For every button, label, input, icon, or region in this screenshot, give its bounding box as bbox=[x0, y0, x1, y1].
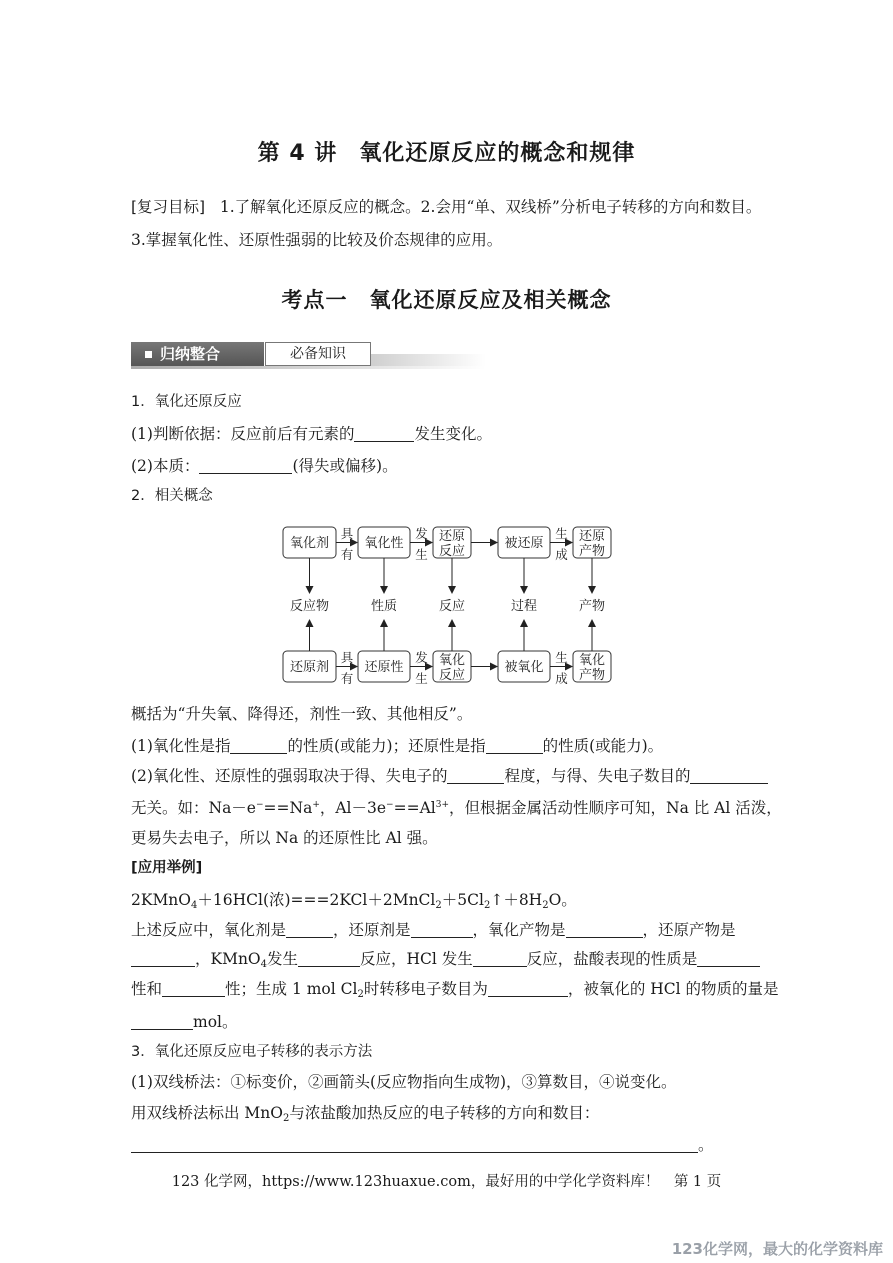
diagram-box-top-2 bbox=[358, 527, 410, 558]
banner-sub-tab: 必备知识 bbox=[265, 342, 371, 366]
answer-blank[interactable] bbox=[566, 922, 643, 939]
svg-text:反应: 反应 bbox=[438, 544, 466, 559]
svg-text:被还原: 被还原 bbox=[504, 536, 544, 551]
watermark: 123化学网，最大的化学资料库 bbox=[671, 1240, 883, 1258]
question-line-4: mol。 bbox=[131, 1010, 238, 1032]
diagram-box-bottom-4 bbox=[498, 651, 550, 682]
diagram-box-top-5 bbox=[573, 527, 611, 559]
answer-blank[interactable] bbox=[411, 922, 473, 939]
question-line-3: 性和 性；生成 1 mol $Cl_2$时转移电子数目为 ，被氧化的 HCl 的物质的量是 bbox=[131, 980, 779, 1000]
answer-blank[interactable] bbox=[690, 768, 768, 785]
s1-essence-line: (2)本质： (得失或偏移)。 bbox=[131, 457, 398, 475]
summary-line: 概括为“升失氧、降得还，剂性一致、其他相反”。 bbox=[131, 705, 473, 723]
diagram-arrow-label: 具 bbox=[340, 650, 354, 665]
title-text: 氧化还原反应的概念和规律 bbox=[359, 141, 636, 166]
banner-rule bbox=[131, 366, 486, 369]
equation-line: 2KMnO$_4$＋16HCl(浓)$===2KCl+2MnCl_2+5Cl_2↑+8H_2O$。 bbox=[131, 891, 577, 911]
diagram-arrow-label: 发 bbox=[415, 650, 428, 665]
banner-main-tab: 归纳整合 bbox=[131, 342, 264, 366]
svg-text:产物: 产物 bbox=[578, 668, 606, 683]
diagram-middle-label-3: 反应 bbox=[438, 599, 466, 614]
diagram-box-bottom-3 bbox=[433, 651, 471, 683]
review-goals-tag: [复习目标] bbox=[131, 198, 206, 216]
section-banner bbox=[131, 342, 486, 368]
p1-line: (1)氧化性是指 的性质(或能力)；还原性是指 的性质(或能力)。 bbox=[131, 737, 664, 755]
diagram-middle-label-4: 过程 bbox=[510, 599, 538, 614]
review-goals-line-2: 3.掌握氧化性、还原性强弱的比较及价态规律的应用。 bbox=[131, 231, 503, 249]
svg-text:产物: 产物 bbox=[578, 544, 606, 559]
answer-blank[interactable] bbox=[131, 1137, 698, 1154]
answer-blank[interactable] bbox=[447, 768, 504, 785]
section-heading: 考点一 氧化还原反应及相关概念 bbox=[281, 288, 612, 312]
answer-blank[interactable] bbox=[354, 426, 414, 443]
p2-line: (2)氧化性、还原性的强弱取决于得、失电子的 程度，与得、失电子数目的 bbox=[131, 764, 768, 786]
diagram-box-bottom-1 bbox=[283, 651, 336, 682]
review-goals-line-1: [复习目标] 1.了解氧化还原反应的概念。2.会用“单、双线桥”分析电子转移的方向和数目。 bbox=[131, 198, 762, 216]
diagram-box-bottom-5 bbox=[573, 651, 611, 683]
page-footer: 123 化学网，https://www.123huaxue.com，最好用的中学化学资料库！ 第 1 页 bbox=[171, 1174, 722, 1190]
svg-text:氧化: 氧化 bbox=[578, 653, 606, 668]
diagram-arrow-label: 成 bbox=[555, 671, 568, 686]
diagram-arrow-label: 具 bbox=[340, 526, 354, 541]
svg-text:氧化性: 氧化性 bbox=[364, 536, 404, 551]
diagram-box-top-1 bbox=[283, 527, 336, 558]
subsection-1-title: 1．氧化还原反应 bbox=[131, 394, 242, 410]
page-title bbox=[0, 136, 893, 167]
s1-judgement-line: (1)判断依据：反应前后有元素的 发生变化。 bbox=[131, 425, 492, 443]
svg-text:还原剂: 还原剂 bbox=[289, 660, 330, 675]
svg-text:反应: 反应 bbox=[438, 668, 466, 683]
answer-blank[interactable] bbox=[488, 981, 568, 998]
diagram-box-bottom-2 bbox=[358, 651, 410, 682]
diagram-arrow-label: 生 bbox=[555, 526, 568, 541]
question-line-1: 上述反应中，氧化剂是 ，还原剂是 ，氧化产物是 ，还原产物是 bbox=[131, 921, 736, 939]
diagram-arrow-label: 生 bbox=[555, 650, 568, 665]
diagram-middle-label-5: 产物 bbox=[578, 599, 606, 614]
svg-text:被氧化: 被氧化 bbox=[504, 660, 544, 675]
question-line-2: ，KMnO$_4$发生 反应，HCl 发生 反应，盐酸表现的性质是 bbox=[131, 947, 760, 970]
diagram-arrow-label: 有 bbox=[340, 671, 354, 686]
svg-text:氧化剂: 氧化剂 bbox=[289, 536, 330, 551]
diagram-middle-label-2: 性质 bbox=[370, 599, 398, 614]
subsection-2-title: 2．相关概念 bbox=[131, 488, 213, 504]
answer-blank[interactable] bbox=[230, 738, 287, 755]
svg-text:氧化: 氧化 bbox=[438, 653, 466, 668]
diagram-arrow-label: 生 bbox=[415, 547, 428, 562]
svg-text:还原性: 还原性 bbox=[364, 660, 404, 675]
diagram-middle-label-1: 反应物 bbox=[289, 599, 330, 614]
diagram-arrow-label: 有 bbox=[340, 547, 354, 562]
answer-blank[interactable] bbox=[131, 951, 195, 968]
p3-line: 无关。如：Na－e−==Na+，$Al-3e^-==Al^{3+}$，但根据金属活动性顺序可知，Na 比 Al 活泼， bbox=[131, 799, 782, 817]
subsection-3-title: 3．氧化还原反应电子转移的表示方法 bbox=[131, 1044, 373, 1060]
square-bullet-icon bbox=[145, 351, 152, 358]
diagram-arrow-label: 发 bbox=[415, 526, 428, 541]
answer-blank[interactable] bbox=[286, 922, 333, 939]
answer-blank[interactable] bbox=[473, 951, 527, 968]
concept-diagram bbox=[280, 518, 616, 692]
diagram-box-top-4 bbox=[498, 527, 550, 558]
s3-double-bridge-line: (1)双线桥法：①标变价，②画箭头(反应物指向生成物)，③算数目，④说变化。 bbox=[131, 1073, 677, 1091]
diagram-arrow-label: 生 bbox=[415, 671, 428, 686]
answer-blank[interactable] bbox=[199, 458, 292, 475]
s3-answer-line: 。 bbox=[131, 1133, 714, 1155]
title-lecture-number: 第 4 讲 bbox=[257, 141, 338, 166]
answer-blank[interactable] bbox=[162, 981, 225, 998]
banner-gradient bbox=[371, 354, 486, 366]
answer-blank[interactable] bbox=[131, 1014, 193, 1031]
answer-blank[interactable] bbox=[486, 738, 543, 755]
svg-text:还原: 还原 bbox=[578, 529, 606, 544]
answer-blank[interactable] bbox=[697, 951, 760, 968]
diagram-box-top-3 bbox=[433, 527, 471, 559]
s3-task-line: 用双线桥法标出 MnO$_2$与浓盐酸加热反应的电子转移的方向和数目： bbox=[131, 1104, 600, 1124]
diagram-arrow-label: 成 bbox=[555, 547, 568, 562]
svg-text:还原: 还原 bbox=[438, 529, 466, 544]
answer-blank[interactable] bbox=[298, 951, 360, 968]
example-tag: [应用举例] bbox=[131, 860, 203, 876]
p4-line: 更易失去电子，所以 Na 的还原性比 Al 强。 bbox=[131, 829, 438, 847]
